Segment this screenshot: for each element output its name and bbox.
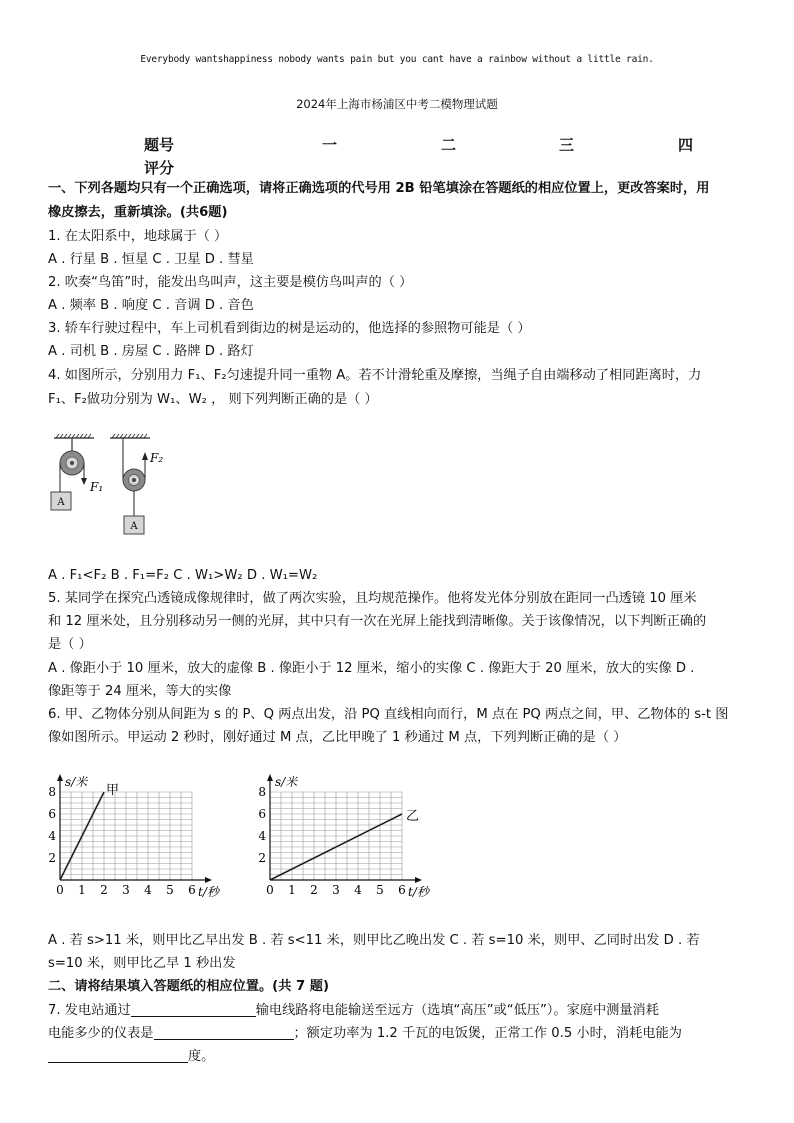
q7-part4: ；额定功率为 1.2 千瓦的电饭煲，正常工作 0.5 小时，消耗电能为: [293, 1026, 682, 1041]
q4-stem-1: 4. 如图所示，分别用力 F₁、F₂匀速提升同一重物 A。若不计滑轮重及摩擦，当绳子自由端移动了相同距离时，力: [48, 368, 702, 383]
q7-part5: 度。: [188, 1049, 215, 1064]
y-tick-label: 6: [48, 807, 56, 821]
x-tick-label: 4: [144, 883, 152, 897]
x-tick-label: 4: [354, 883, 362, 897]
chart-grid-0: [60, 792, 192, 880]
q4-stem-2: F₁、F₂做功分别为 W₁、W₂ ， 则下列判断正确的是（ ）: [48, 392, 378, 407]
q7-part2: 输电线路将电能输送至远方（选填“高压”或“低压”）。家庭中测量消耗: [255, 1003, 659, 1018]
y-axis-label: s/米: [65, 775, 88, 789]
q2-options: A . 频率 B . 响度 C . 音调 D . 音色: [48, 298, 254, 313]
q5-stem-3: 是（ ）: [48, 637, 92, 652]
series-label: 甲: [106, 783, 120, 798]
y-axis-label: s/米: [275, 775, 298, 789]
q7-part1: 7. 发电站通过: [48, 1003, 131, 1018]
score-col-3: 三: [559, 136, 575, 154]
section2-heading: 二、请将结果填入答题纸的相应位置。(共 7 题): [48, 979, 329, 994]
score-col-1: 一: [322, 136, 338, 154]
q7-blank-3[interactable]: [48, 1048, 188, 1063]
score-table: [0, 134, 794, 154]
score-col-4: 四: [678, 136, 694, 154]
q5-options-1: A . 像距小于 10 厘米，放大的虚像 B . 像距小于 12 厘米，缩小的实像 C . 像距大于 20 厘米，放大的实像 D .: [48, 661, 695, 676]
q7-part3: 电能多少的仪表是: [48, 1026, 154, 1041]
q6-stem-1: 6. 甲、乙物体分别从间距为 s 的 P、Q 两点出发，沿 PQ 直线相向而行，M 点在 PQ 两点之间，甲、乙物体的 s-t 图: [48, 707, 729, 722]
y-axis-arrow: [267, 774, 273, 781]
q4-options: A . F₁<F₂ B . F₁=F₂ C . W₁>W₂ D . W₁=W₂: [48, 568, 318, 583]
x-tick-label: 0: [56, 883, 64, 897]
y-tick-label: 2: [48, 851, 56, 865]
q3-options: A . 司机 B . 房屋 C . 路牌 D . 路灯: [48, 344, 254, 359]
x-tick-label: 5: [166, 883, 174, 897]
y-tick-label: 8: [48, 785, 56, 799]
q5-stem-2: 和 12 厘米处，且分别移动另一侧的光屏，其中只有一次在光屏上能找到清晰像。关于该像情况，以下判断正确的: [48, 614, 707, 629]
q7-blank-1[interactable]: [131, 1002, 256, 1017]
x-tick-label: 1: [78, 883, 86, 897]
q5-stem-1: 5. 某同学在探究凸透镜成像规律时，做了两次实验，且均规范操作。他将发光体分别放在距同一凸透镜 10 厘米: [48, 591, 697, 606]
x-tick-label: 1: [288, 883, 296, 897]
st-chart-jia: [40, 768, 240, 898]
x-tick-label: 3: [332, 883, 340, 897]
q7-line-1: [48, 1002, 659, 1020]
force-f2-label: F₂: [150, 451, 164, 465]
page-title: 2024年上海市杨浦区中考二模物理试题: [296, 97, 498, 111]
q7-line-3: [48, 1048, 214, 1066]
q6-stem-2: 像如图所示。甲运动 2 秒时，刚好通过 M 点，乙比甲晚了 1 秒通过 M 点，下列判断正确的是（ ）: [48, 730, 627, 745]
score-col-2: 二: [441, 136, 457, 154]
x-axis-label: t/秒: [408, 885, 429, 898]
section1-heading-1: 一、下列各题均只有一个正确选项，请将正确选项的代号用 2B 铅笔填涂在答题纸的相应位置上，更改答案时，用: [48, 181, 710, 196]
force-f1-label: F₁: [90, 480, 104, 494]
q1-stem: 1. 在太阳系中，地球属于（ ）: [48, 229, 228, 244]
y-axis-arrow: [57, 774, 63, 781]
y-tick-label: 2: [258, 851, 266, 865]
x-tick-label: 6: [188, 883, 196, 897]
x-axis-label: t/秒: [198, 885, 219, 898]
x-tick-label: 3: [122, 883, 130, 897]
x-tick-label: 0: [266, 883, 274, 897]
score-col-label: 题号: [144, 136, 175, 154]
q3-stem: 3. 轿车行驶过程中，车上司机看到街边的树是运动的，他选择的参照物可能是（ ）: [48, 321, 531, 336]
x-tick-label: 6: [398, 883, 406, 897]
block-a-label-1: A: [57, 497, 65, 508]
x-axis-arrow: [205, 877, 212, 883]
q6-options-2: s=10 米，则甲比乙早 1 秒出发: [48, 956, 236, 971]
x-tick-label: 5: [376, 883, 384, 897]
y-tick-label: 6: [258, 807, 266, 821]
y-tick-label: 4: [48, 829, 56, 843]
q7-blank-2[interactable]: [154, 1025, 294, 1040]
x-tick-label: 2: [310, 883, 318, 897]
y-tick-label: 8: [258, 785, 266, 799]
q5-options-2: 像距等于 24 厘米，等大的实像: [48, 684, 232, 699]
q7-line-2: [48, 1025, 682, 1043]
series-label: 乙: [406, 809, 420, 824]
q2-stem: 2. 吹奏“鸟笛”时，能发出鸟叫声，这主要是模仿鸟叫声的（ ）: [48, 275, 413, 290]
movable-pulley: [110, 434, 150, 534]
motto: Everybody wantshappiness nobody wants pain but you cant have a rainbow without a little rain.: [140, 54, 654, 65]
q6-options-1: A . 若 s>11 米，则甲比乙早出发 B . 若 s<11 米，则甲比乙晚出发 C . 若 s=10 米，则甲、乙同时出发 D . 若: [48, 933, 700, 948]
y-tick-label: 4: [258, 829, 266, 843]
section1-heading-2: 橡皮擦去，重新填涂。(共6题): [48, 205, 228, 220]
x-axis-arrow: [415, 877, 422, 883]
chart-grid-1: [270, 792, 402, 880]
block-a-label-2: A: [130, 521, 138, 532]
x-tick-label: 2: [100, 883, 108, 897]
score-row-label: 评分: [144, 159, 175, 177]
q1-options: A . 行星 B . 恒星 C . 卫星 D . 彗星: [48, 252, 254, 267]
st-chart-yi: [250, 768, 450, 898]
pulley-figure: [40, 430, 180, 540]
